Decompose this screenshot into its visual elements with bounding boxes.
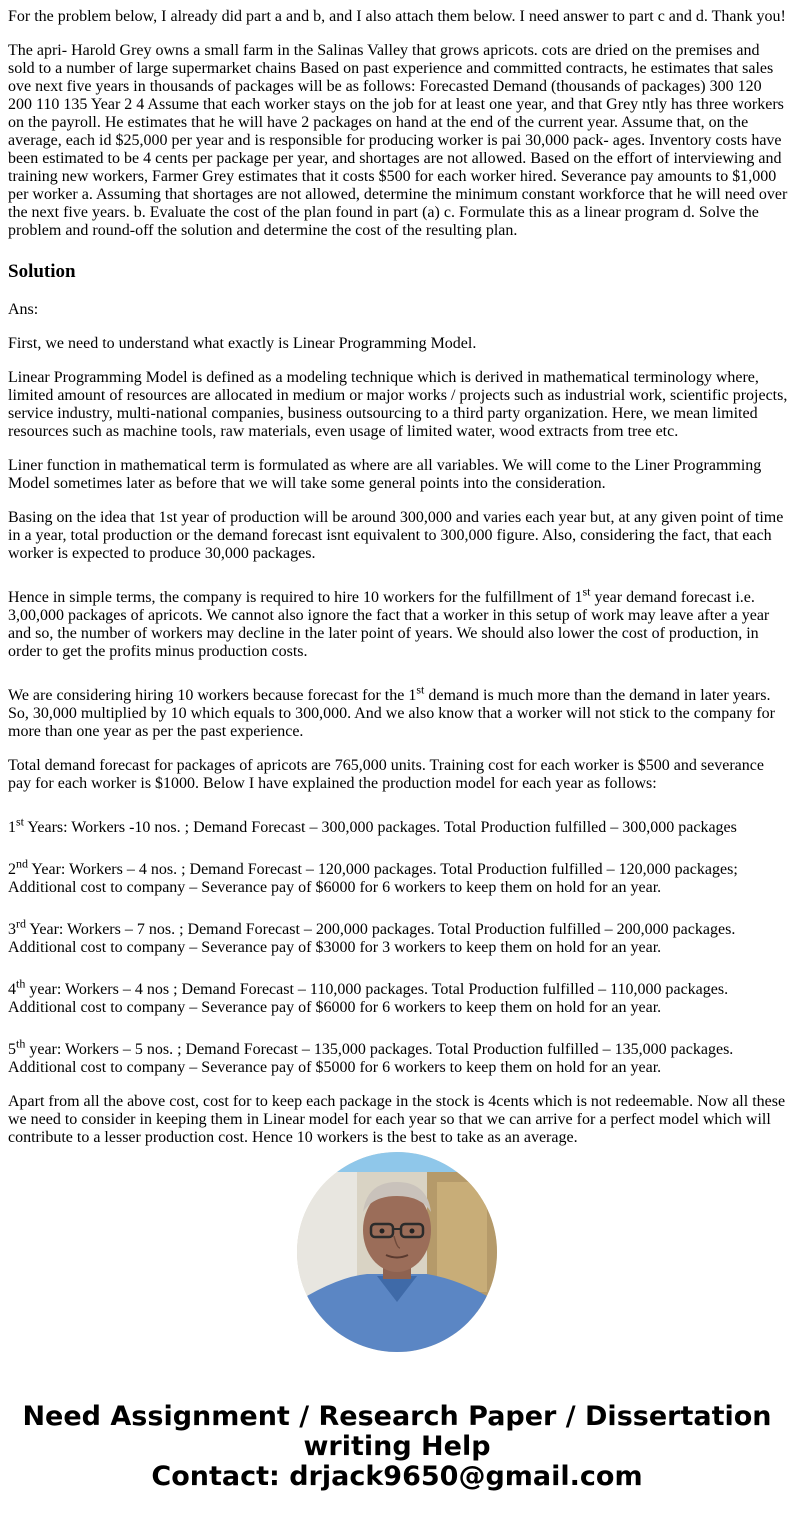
solution-paragraph-5 [8, 584, 788, 661]
ordinal-suffix: st [16, 814, 25, 829]
year-1-item [8, 814, 788, 837]
year-number: 1 [8, 819, 16, 836]
question-intro: For the problem below, I already did part a and b, and I also attach them below. I need answer to part c and d. Thank you! [8, 8, 786, 25]
year-3-item [8, 916, 788, 957]
portrait-image [297, 1152, 497, 1352]
year-number: 4 [8, 981, 16, 998]
solution-paragraph-3: Liner function in mathematical term is formulated as where are all variables. We will come to the Liner Programming Model sometimes later as before that we will take some general points into the consideration. [8, 457, 762, 492]
year-description: Year: Workers – 7 nos. ; Demand Forecast – 200,000 packages. Total Production fulfilled – 200,000 packages. Additional cost to company – Severance pay of $3000 for 3 workers to keep them on hold for an year. [8, 921, 736, 956]
ordinal-suffix: st [582, 584, 591, 599]
question-body: The apri- Harold Grey owns a small farm in the Salinas Valley that grows apricots. cots are dried on the premises and sold to a number of large supermarket chains Based on past experience and committed contracts, he estimates that sales ove next five years in thousands of packages will be as follows: Forecasted Demand (thousands of packages) 300 120 200 110 135 Year 2 4 Assume that each worker stays on the job for at least one year, and that Grey ntly has three workers on the payroll. He estimates that he will have 2 packages on hand at the end of the current year. Assume that, on the average, each id $25,000 per year and is responsible for producing worker is pai 30,000 pack- ages. Inventory costs have been estimated to be 4 cents per package per year, and shortages are not allowed. Based on the effort of interviewing and training new workers, Farmer Grey estimates that it costs $500 for each worker hired. Severance pay amounts to $1,000 per worker a. Assuming that shortages are not allowed, determine the minimum constant workforce that he will need over the next five years. b. Evaluate the cost of the plan found in part (a) c. Formulate this as a linear program d. Solve the problem and round-off the solution and determine the cost of the resulting plan. [8, 42, 788, 239]
solution-paragraph-1: First, we need to understand what exactly is Linear Programming Model. [8, 335, 477, 352]
promo-line-2: writing Help [303, 1431, 491, 1462]
ordinal-suffix: rd [16, 916, 26, 931]
ordinal-suffix: nd [16, 856, 28, 871]
solution-paragraph-8: Apart from all the above cost, cost for to keep each package in the stock is 4cents which is not redeemable. Now all these we need to consider in keeping them in Linear model for each year so that we can arrive for a perfect model which will contribute to a lesser production cost. Hence 10 workers is the best to take as an average. [8, 1093, 786, 1146]
ordinal-suffix: th [16, 976, 26, 991]
year-description: year: Workers – 5 nos. ; Demand Forecast – 135,000 packages. Total Production fulfilled – 135,000 packages. Additional cost to company – Severance pay of $5000 for 6 workers to keep them on hold for an year. [8, 1041, 734, 1076]
year-number: 3 [8, 921, 16, 938]
solution-heading: Solution [8, 261, 76, 282]
solution-paragraph-4: Basing on the idea that 1st year of production will be around 300,000 and varies each year but, at any given point of time in a year, total production or the demand forecast isnt equivalent to 300,000 figure. Also, considering the fact, that each worker is expected to produce 30,000 packages. [8, 509, 784, 562]
paragraph-6-start: We are considering hiring 10 workers because forecast for the 1 [8, 687, 417, 704]
page-content [8, 8, 788, 1163]
year-description: Years: Workers -10 nos. ; Demand Forecast – 300,000 packages. Total Production fulfilled – 300,000 packages [24, 819, 737, 836]
promo-line-1: Need Assignment / Research Paper / Dissertation [22, 1401, 772, 1432]
solution-paragraph-7: Total demand forecast for packages of apricots are 765,000 units. Training cost for each worker is $500 and severance pay for each worker is $1000. Below I have explained the production model for each year as follows: [8, 757, 764, 792]
year-number: 5 [8, 1041, 16, 1058]
paragraph-5-start: Hence in simple terms, the company is required to hire 10 workers for the fulfillment of 1 [8, 589, 583, 606]
answer-label: Ans: [8, 301, 39, 318]
ordinal-suffix: th [16, 1036, 26, 1051]
ordinal-suffix: st [416, 682, 425, 697]
promo-contact: Contact: drjack9650@gmail.com [151, 1461, 643, 1492]
paragraph-5-end: year demand forecast i.e. 3,00,000 packages of apricots. We cannot also ignore the fact that a worker in this setup of work may leave after a year and so, the number of workers may decline in the later point of years. We should also lower the cost of production, in order to get the profits minus production costs. [8, 589, 770, 660]
year-5-item [8, 1036, 788, 1077]
promo-banner [0, 1402, 794, 1492]
year-description: Year: Workers – 4 nos. ; Demand Forecast – 120,000 packages. Total Production fulfilled – 120,000 packages; Additional cost to company – Severance pay of $6000 for 6 workers to keep them on hold for an year. [8, 861, 738, 896]
solution-paragraph-6 [8, 682, 788, 741]
paragraph-6-end: demand is much more than the demand in later years. So, 30,000 multiplied by 10 which equals to 300,000. And we also know that a worker will not stick to the company for more than one year as per the past experience. [8, 687, 776, 740]
solution-paragraph-2: Linear Programming Model is defined as a modeling technique which is derived in mathematical terminology where, limited amount of resources are allocated in medium or major works / projects such as industrial work, scientific projects, service industry, multi-national companies, business outsourcing to a third party organization. Here, we mean limited resources such as machine tools, raw materials, even usage of limited water, wood extracts from tree etc. [8, 369, 788, 440]
year-description: year: Workers – 4 nos ; Demand Forecast – 110,000 packages. Total Production fulfilled – 110,000 packages. Additional cost to company – Severance pay of $6000 for 6 workers to keep them on hold for an year. [8, 981, 729, 1016]
year-number: 2 [8, 861, 16, 878]
author-portrait [297, 1152, 497, 1352]
year-2-item [8, 856, 788, 897]
year-4-item [8, 976, 788, 1017]
